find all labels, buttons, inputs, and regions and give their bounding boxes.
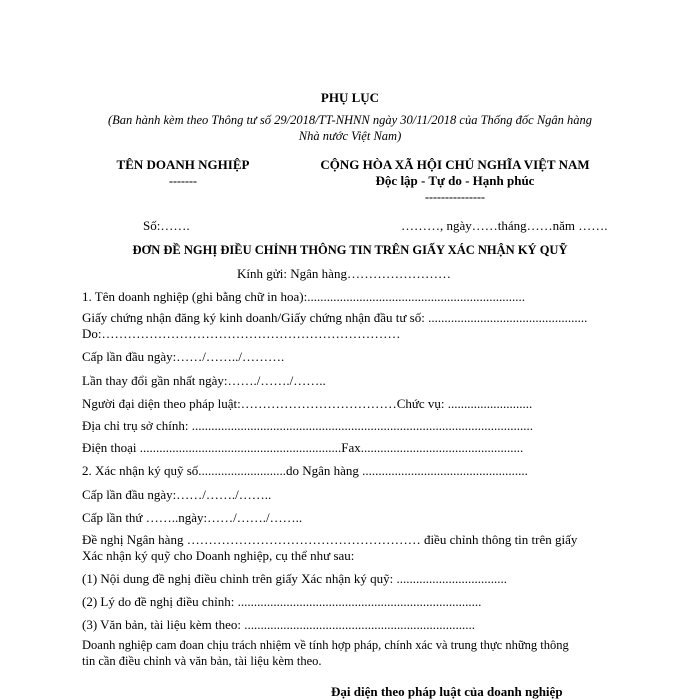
form-line: Cấp lần đầu ngày:……/……../………. <box>82 349 285 364</box>
form-line: Địa chỉ trụ sở chính: ......................................................................................................... <box>82 418 534 433</box>
company-dashes: ------- <box>169 174 197 188</box>
document-number: Số:……. <box>143 218 190 233</box>
national-motto: Độc lập - Tự do - Hạnh phúc <box>375 173 535 188</box>
form-title: ĐƠN ĐỀ NGHỊ ĐIỀU CHỈNH THÔNG TIN TRÊN GIẤY XÁC NHẬN KÝ QUỸ <box>132 243 568 257</box>
form-line: Điện thoại ..............................................................Fax.................................................. <box>82 440 524 455</box>
national-title: CỘNG HÒA XÃ HỘI CHỦ NGHĨA VIỆT NAM <box>320 157 590 172</box>
signature-label: Đại diện theo pháp luật của doanh nghiệp <box>331 684 563 699</box>
form-line: Cấp lần đầu ngày:……/……./…….. <box>82 487 272 502</box>
document-date: ………, ngày……tháng……năm ……. <box>401 218 608 233</box>
appendix-subtitle-line1: (Ban hành kèm theo Thông tư số 29/2018/TT-NHNN ngày 30/11/2018 của Thống đốc Ngân hàng <box>107 113 593 127</box>
form-line: 1. Tên doanh nghiệp (ghi bằng chữ in hoa):................................................................... <box>82 289 525 304</box>
form-line: Giấy chứng nhận đăng ký kinh doanh/Giấy chứng nhận đầu tư số: ................................................. <box>82 310 588 325</box>
appendix-subtitle-line2: Nhà nước Việt Nam) <box>298 129 402 143</box>
form-line: Người đại diện theo pháp luật:………………………………Chức vụ: .......................... <box>82 396 533 411</box>
form-line: (1) Nội dung đề nghị điều chỉnh trên giấy Xác nhận ký quỹ: .................................. <box>82 571 507 586</box>
company-name: TÊN DOANH NGHIỆP <box>116 157 250 172</box>
form-line: Đề nghị Ngân hàng ……………………………………………… điều chỉnh thông tin trên giấy <box>82 532 578 547</box>
motto-dashes: --------------- <box>425 190 485 204</box>
form-line: 2. Xác nhận ký quỹ số...........................do Ngân hàng ................................................... <box>82 463 528 478</box>
form-line: (2) Lý do đề nghị điều chỉnh: ........................................................................... <box>82 594 482 609</box>
form-line: Cấp lần thứ ……..ngày:……/……./…….. <box>82 510 303 525</box>
form-line: Do:…………………………………………………………… <box>82 326 401 341</box>
form-line: (3) Văn bản, tài liệu kèm theo: ....................................................................... <box>82 617 475 632</box>
appendix-title: PHỤ LỤC <box>320 90 380 105</box>
form-line: tin cần điều chỉnh và văn bản, tài liệu kèm theo. <box>82 654 322 668</box>
form-line: Doanh nghiệp cam đoan chịu trách nhiệm về tính hợp pháp, chính xác và trung thực những thông <box>82 638 569 652</box>
form-line: Lần thay đổi gần nhất ngày:……./……./…….. <box>82 373 326 388</box>
recipient-line: Kính gửi: Ngân hàng…………………… <box>237 266 451 281</box>
form-line: Xác nhận ký quỹ cho Doanh nghiệp, cụ thể như sau: <box>82 548 355 563</box>
